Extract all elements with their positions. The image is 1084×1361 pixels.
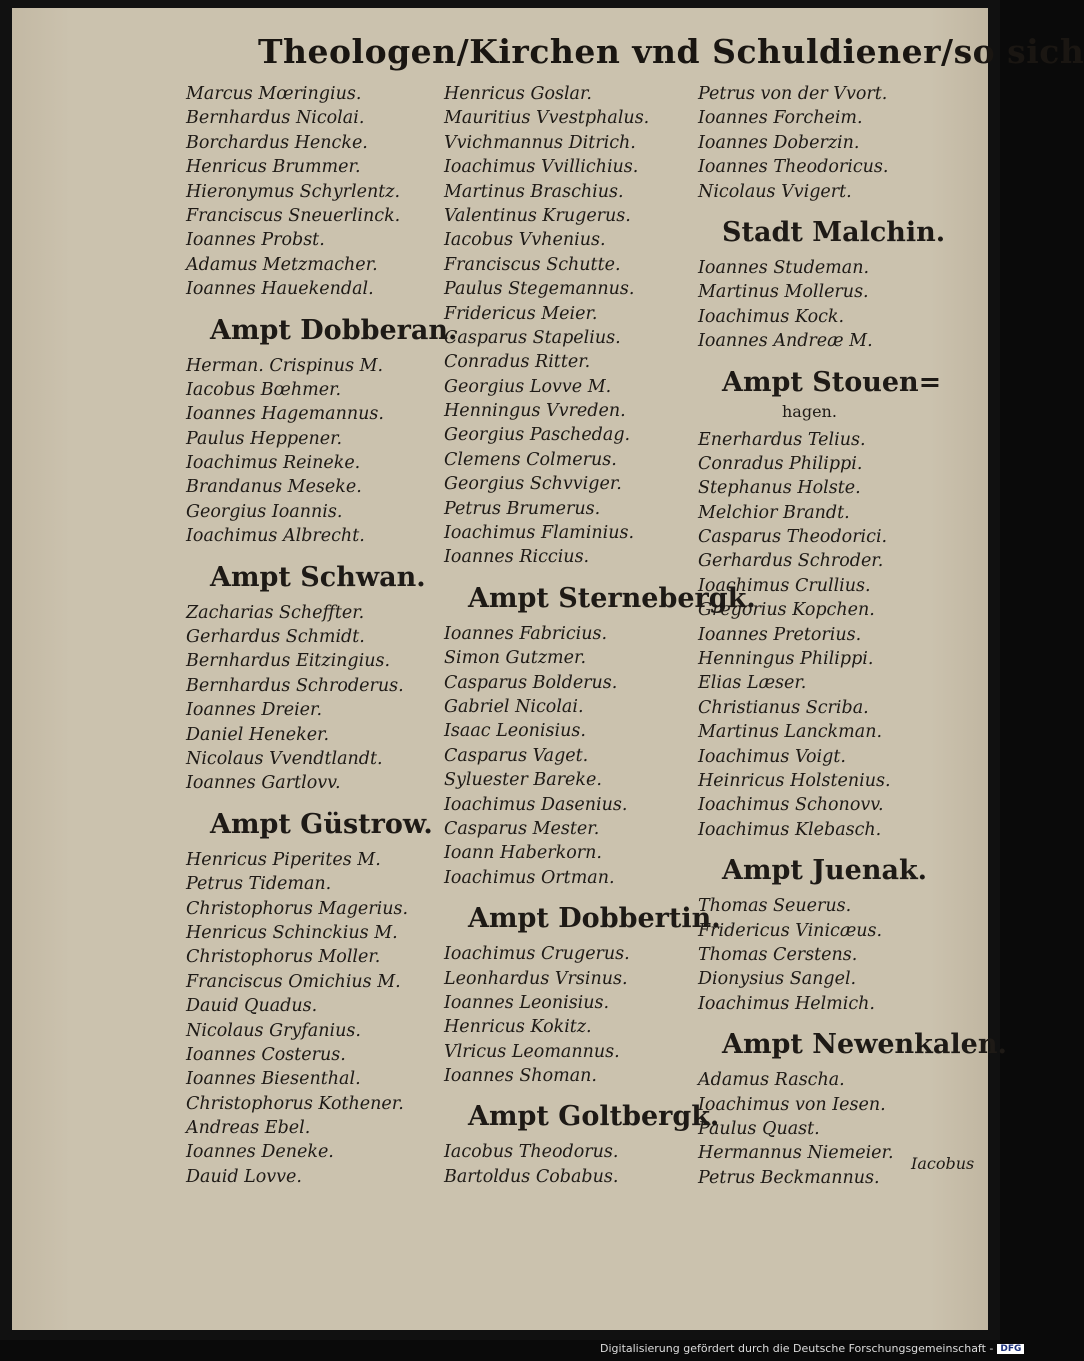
section-heading-continuation: hagen. xyxy=(782,401,837,421)
name-entry: Nicolaus Vvigert. xyxy=(698,181,852,202)
column-1 xyxy=(186,82,457,1189)
name-entry: Casparus Bolderus. xyxy=(444,672,618,693)
name-entry: Herman. Crispinus M. xyxy=(186,355,384,376)
name-entry: Ioannes Pretorius. xyxy=(698,624,862,645)
name-entry: Adamus Metzmacher. xyxy=(186,254,378,275)
name-entry: Ioachimus Crugerus. xyxy=(444,944,630,965)
name-entry: Casparus Stapelius. xyxy=(444,327,621,348)
name-entry: Ioannes Shoman. xyxy=(444,1066,597,1087)
section-heading: Ampt Güstrow. xyxy=(210,808,433,840)
name-entry: Heinricus Holstenius. xyxy=(698,770,891,791)
section-heading: Ampt Dobbertin. xyxy=(468,903,721,935)
name-entry: Casparus Theodorici. xyxy=(698,527,888,548)
name-entry: Vlricus Leomannus. xyxy=(444,1041,620,1062)
name-entry: Zacharias Scheffter. xyxy=(186,602,365,623)
name-entry: Petrus Tideman. xyxy=(186,874,332,895)
name-entry: Bernhardus Nicolai. xyxy=(186,108,365,129)
name-entry: Ioannes Hagemannus. xyxy=(186,404,384,425)
name-entry: Ioannes Studeman. xyxy=(698,257,870,278)
name-entry: Christophorus Magerius. xyxy=(186,898,409,919)
name-entry: Ioachimus Voigt. xyxy=(698,746,846,767)
name-entry: Martinus Lanckman. xyxy=(698,722,883,743)
name-entry: Petrus Brumerus. xyxy=(444,498,601,519)
name-entry: Gerhardus Schmidt. xyxy=(186,627,365,648)
name-entry: Petrus Beckmannus. xyxy=(698,1167,880,1188)
name-entry: Franciscus Schutte. xyxy=(444,254,621,275)
name-entry: Ioannes Dreier. xyxy=(186,700,323,721)
name-entry: Clemens Colmerus. xyxy=(444,449,617,470)
footer-text: Digitalisierung gefördert durch die Deutsche Forschungsgemeinschaft - xyxy=(600,1342,994,1355)
name-entry: Ioannes Probst. xyxy=(186,230,325,251)
name-entry: Nicolaus Gryfanius. xyxy=(186,1020,361,1041)
name-entry: Gerhardus Schroder. xyxy=(698,551,884,572)
name-entry: Franciscus Omichius M. xyxy=(186,971,401,992)
name-entry: Iacobus Theodorus. xyxy=(444,1142,619,1163)
name-entry: Ioachimus Helmich. xyxy=(698,993,875,1014)
name-entry: Christianus Scriba. xyxy=(698,697,869,718)
name-entry: Hieronymus Schyrlentz. xyxy=(186,181,401,202)
name-entry: Henricus Goslar. xyxy=(444,84,592,104)
name-entry: Elias Læser. xyxy=(698,673,807,694)
name-entry: Simon Gutzmer. xyxy=(444,648,587,669)
name-entry: Christophorus Kothener. xyxy=(186,1093,404,1114)
name-entry: Georgius Paschedag. xyxy=(444,425,631,446)
name-entry: Christophorus Moller. xyxy=(186,947,381,968)
name-entry: Georgius Schvviger. xyxy=(444,474,622,495)
name-entry: Fridericus Meier. xyxy=(444,303,598,324)
section-heading: Ampt Newenkalen. xyxy=(722,1029,1007,1061)
name-entry: Ioannes Doberzin. xyxy=(698,132,860,153)
name-entry: Bernhardus Schroderus. xyxy=(186,675,404,696)
name-entry: Petrus von der Vvort. xyxy=(698,84,888,104)
running-header: Theologen/Kirchen vnd Schuldiener/so sich xyxy=(258,32,1084,71)
name-entry: Henricus Piperites M. xyxy=(186,849,381,870)
name-entry: Ioachimus Schonovv. xyxy=(698,795,884,816)
name-entry: Ioachimus Ortman. xyxy=(444,867,615,888)
name-entry: Ioachimus Vvillichius. xyxy=(444,157,639,178)
name-entry: Dauid Quadus. xyxy=(186,996,318,1017)
name-entry: Gregorius Kopchen. xyxy=(698,600,875,621)
name-entry: Hermannus Niemeier. xyxy=(698,1143,894,1164)
name-entry: Ioachimus Reineke. xyxy=(186,453,361,474)
name-entry: Adamus Rascha. xyxy=(698,1070,845,1091)
name-entry: Ioannes Andreæ M. xyxy=(698,331,873,352)
name-entry: Thomas Seuerus. xyxy=(698,896,852,917)
name-entry: Marcus Mœringius. xyxy=(186,84,362,104)
section-heading: Ampt Stouen= xyxy=(722,366,942,398)
name-entry: Mauritius Vvestphalus. xyxy=(444,108,650,129)
section-heading: Stadt Malchin. xyxy=(722,216,946,248)
name-entry: Valentinus Krugerus. xyxy=(444,205,631,226)
name-entry: Daniel Heneker. xyxy=(186,724,330,745)
dfg-logo: DFG xyxy=(997,1344,1024,1354)
name-entry: Leonhardus Vrsinus. xyxy=(444,968,628,989)
section-heading: Ampt Dobberan. xyxy=(210,314,458,346)
name-entry: Ioachimus Kock. xyxy=(698,306,845,327)
name-entry: Martinus Mollerus. xyxy=(698,282,869,303)
name-entry: Paulus Heppener. xyxy=(186,428,343,449)
name-entry: Ioannes Deneke. xyxy=(186,1142,334,1163)
name-entry: Georgius Lovve M. xyxy=(444,376,612,397)
section-heading: Ampt Juenak. xyxy=(722,855,928,887)
name-entry: Fridericus Vinicæus. xyxy=(698,920,883,941)
name-entry: Bernhardus Eitzingius. xyxy=(186,651,391,672)
name-entry: Ioachimus Flaminius. xyxy=(444,523,635,544)
name-entry: Paulus Stegemannus. xyxy=(444,279,635,300)
name-entry: Nicolaus Vvendtlandt. xyxy=(186,748,383,769)
book-page xyxy=(12,8,1084,1330)
name-entry: Iacobus Bœhmer. xyxy=(186,379,342,400)
section-heading: Ampt Goltbergk. xyxy=(468,1101,720,1133)
name-entry: Henricus Brummer. xyxy=(186,157,361,178)
name-entry: Ioannes Costerus. xyxy=(186,1044,346,1065)
section-heading: Ampt Sternebergk. xyxy=(468,582,756,614)
name-entry: Ioannes Gartlovv. xyxy=(186,773,341,794)
name-entry: Syluester Bareke. xyxy=(444,770,602,791)
name-entry: Conradus Philippi. xyxy=(698,453,863,474)
name-entry: Henningus Vvreden. xyxy=(444,401,626,422)
catchword: Iacobus xyxy=(911,1154,975,1173)
name-entry: Ioachimus von Iesen. xyxy=(698,1094,886,1115)
name-entry: Ioannes Leonisius. xyxy=(444,992,610,1013)
name-entry: Ioannes Riccius. xyxy=(444,547,590,568)
name-entry: Ioannes Hauekendal. xyxy=(186,279,374,300)
name-entry: Ioachimus Klebasch. xyxy=(698,819,882,840)
name-entry: Enerhardus Telius. xyxy=(698,429,866,450)
name-entry: Georgius Ioannis. xyxy=(186,501,343,522)
name-entry: Ioannes Fabricius. xyxy=(444,623,608,644)
name-entry: Melchior Brandt. xyxy=(698,502,850,523)
name-entry: Dauid Lovve. xyxy=(186,1166,302,1187)
name-entry: Borchardus Hencke. xyxy=(186,132,368,153)
name-entry: Vvichmannus Ditrich. xyxy=(444,132,636,153)
name-entry: Gabriel Nicolai. xyxy=(444,696,584,717)
name-entry: Ioannes Forcheim. xyxy=(698,108,863,129)
name-entry: Thomas Cerstens. xyxy=(698,944,858,965)
name-entry: Casparus Mester. xyxy=(444,818,600,839)
footer-credit xyxy=(600,1342,1022,1358)
name-entry: Brandanus Meseke. xyxy=(186,477,362,498)
name-entry: Ioannes Biesenthal. xyxy=(186,1069,361,1090)
name-entry: Ioachimus Albrecht. xyxy=(186,526,365,547)
name-entry: Ioachimus Dasenius. xyxy=(444,794,628,815)
column-3 xyxy=(698,82,1007,1190)
name-entry: Ioachimus Crullius. xyxy=(698,575,871,596)
name-entry: Bartoldus Cobabus. xyxy=(444,1166,619,1187)
name-entry: Conradus Ritter. xyxy=(444,352,591,373)
name-entry: Casparus Vaget. xyxy=(444,745,589,766)
name-entry: Dionysius Sangel. xyxy=(698,969,857,990)
name-entry: Henricus Schinckius M. xyxy=(186,922,398,943)
name-entry: Ioannes Theodoricus. xyxy=(698,157,889,178)
name-entry: Isaac Leonisius. xyxy=(444,721,586,742)
name-entry: Franciscus Sneuerlinck. xyxy=(186,205,401,226)
name-entry: Paulus Quast. xyxy=(698,1118,820,1139)
name-entry: Stephanus Holste. xyxy=(698,478,861,499)
name-entry: Ioann Haberkorn. xyxy=(444,843,602,864)
name-entry: Martinus Braschius. xyxy=(444,181,624,202)
name-entry: Henricus Kokitz. xyxy=(444,1017,592,1038)
section-heading: Ampt Schwan. xyxy=(210,561,426,593)
name-entry: Iacobus Vvhenius. xyxy=(444,230,606,251)
name-entry: Andreas Ebel. xyxy=(186,1118,311,1139)
name-entry: Henningus Philippi. xyxy=(698,649,874,670)
